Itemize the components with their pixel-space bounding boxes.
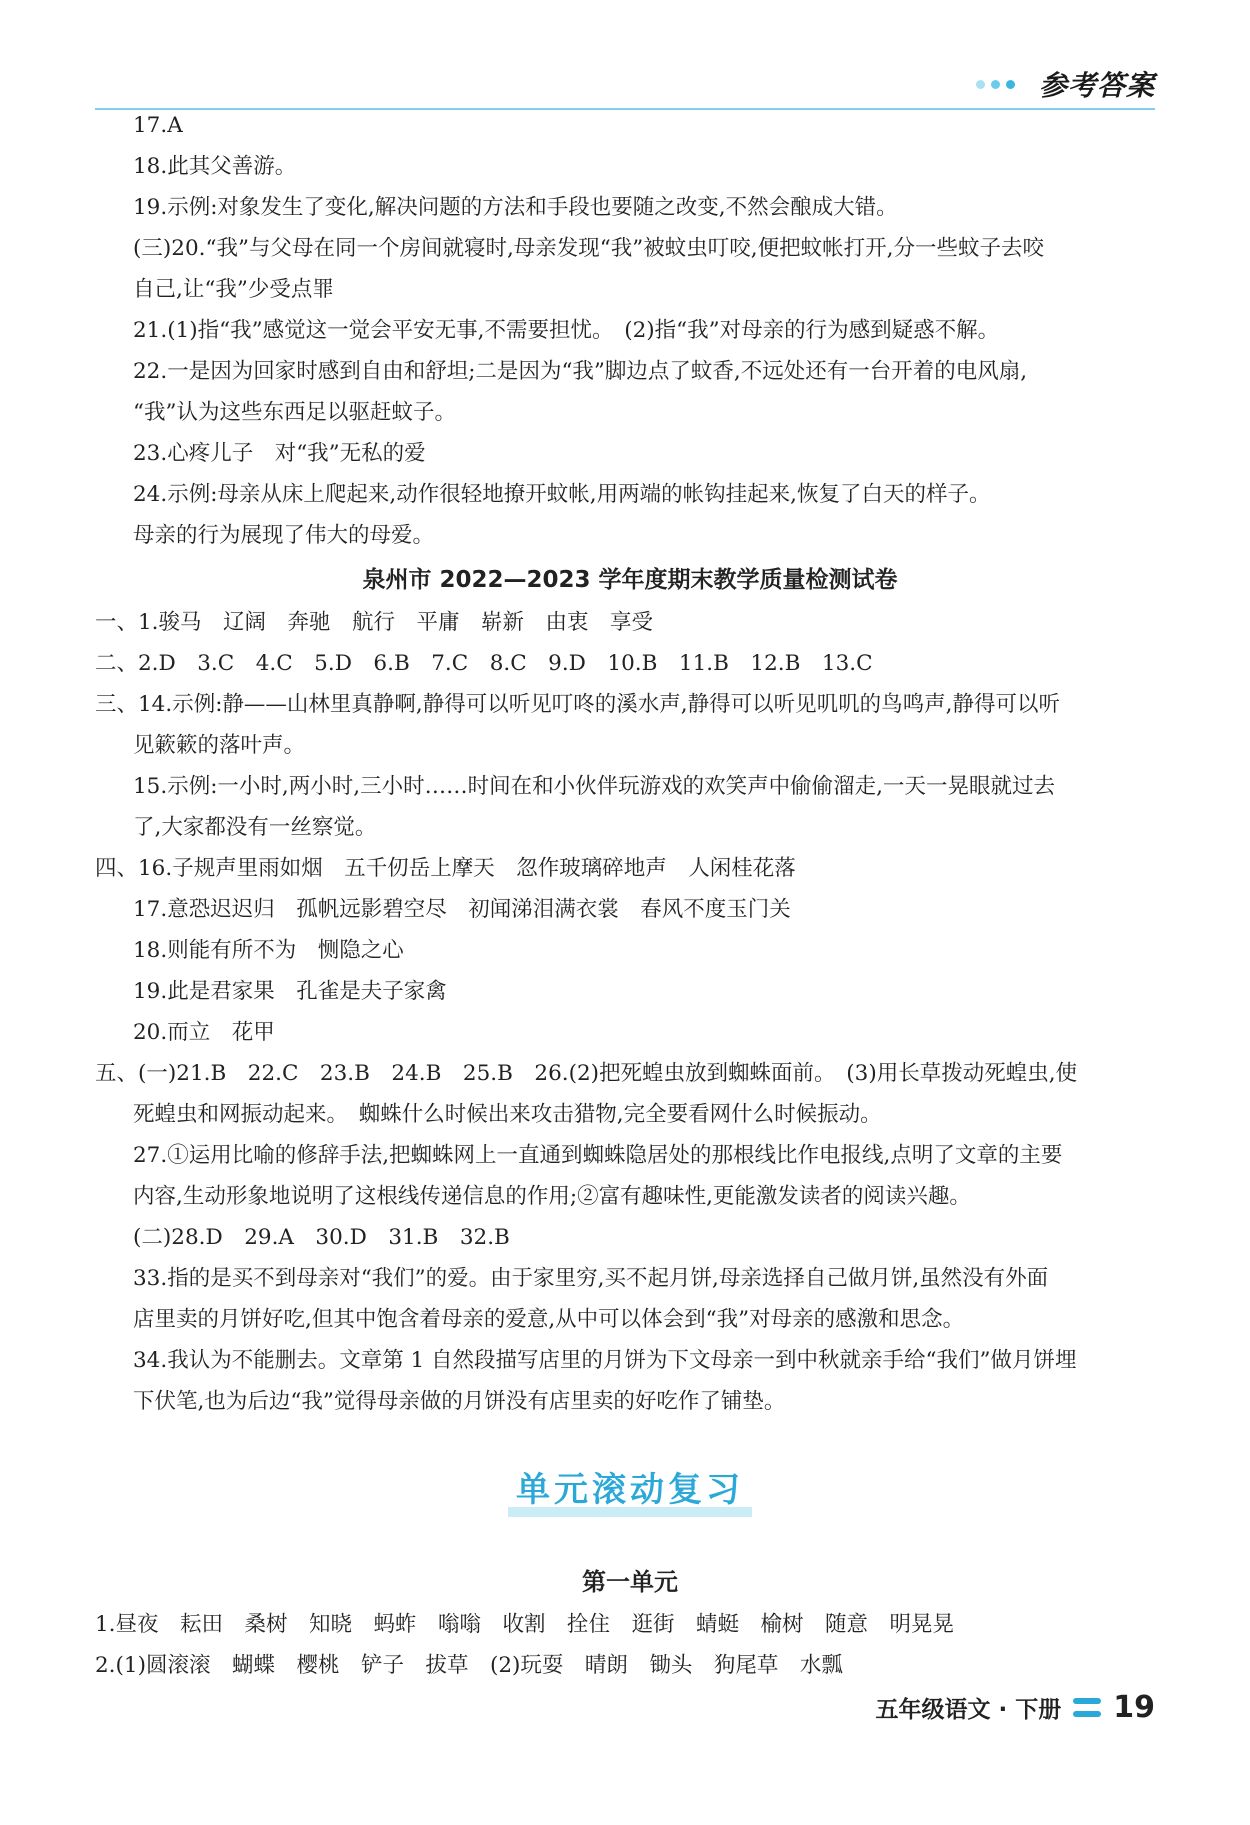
answer-line: 2.(1)圆滚滚 蝴蝶 樱桃 铲子 拔草 (2)玩耍 晴朗 锄头 狗尾草 水瓢 (95, 1653, 843, 1678)
answer-line: 自己,让“我”少受点罪 (133, 277, 334, 302)
answer-line: (二)28.D 29.A 30.D 31.B 32.B (133, 1225, 510, 1250)
answer-line: 17.意恐迟迟归 孤帆远影碧空尽 初闻涕泪满衣裳 春风不度玉门关 (133, 897, 791, 922)
unit-title: 第一单元 (582, 1568, 678, 1596)
answer-line: 五、(一)21.B 22.C 23.B 24.B 25.B 26.(2)把死蝗虫放到蜘蛛面前。 (3)用长草拨动死蝗虫,使 (95, 1061, 1078, 1086)
decorative-bars-icon (1073, 1698, 1101, 1717)
answer-line: 1.昼夜 耘田 桑树 知晓 蚂蚱 嗡嗡 收割 拴住 逛街 蜻蜓 榆树 随意 明晃晃 (95, 1612, 955, 1637)
answer-line: 19.此是君家果 孔雀是夫子家禽 (133, 979, 447, 1004)
answer-line: 33.指的是买不到母亲对“我们”的爱。由于家里穷,买不起月饼,母亲选择自己做月饼,虽然没有外面 (133, 1266, 1049, 1291)
answer-line: 22.一是因为回家时感到自由和舒坦;二是因为“我”脚边点了蚊香,不远处还有一台开着的电风扇, (133, 359, 1028, 384)
answer-line: 下伏笔,也为后边“我”觉得母亲做的月饼没有店里卖的好吃作了铺垫。 (133, 1389, 786, 1414)
answer-line: 三、14.示例:静——山林里真静啊,静得可以听见叮咚的溪水声,静得可以听见叽叽的鸟鸣声,静得可以听 (95, 692, 1060, 717)
header-title: 参考答案 (1038, 69, 1155, 102)
answer-line: 见簌簌的落叶声。 (133, 733, 306, 758)
answer-line: 20.而立 花甲 (133, 1020, 275, 1045)
answer-line: 内容,生动形象地说明了这根线传递信息的作用;②富有趣味性,更能激发读者的阅读兴趣。 (133, 1184, 971, 1209)
page-footer (875, 1690, 1155, 1725)
answer-line: 18.此其父善游。 (133, 154, 297, 179)
answer-line: 27.①运用比喻的修辞手法,把蜘蛛网上一直通到蜘蛛隐居处的那根线比作电报线,点明了文章的主要 (133, 1143, 1063, 1168)
answer-line: (三)20.“我”与父母在同一个房间就寝时,母亲发现“我”被蚊虫叮咬,便把蚊帐打开,分一些蚊子去咬 (133, 236, 1044, 261)
exam-title: 泉州市 2022—2023 学年度期末教学质量检测试卷 (362, 567, 898, 593)
answer-line: 17.A (133, 113, 183, 138)
answer-content (95, 105, 1165, 1686)
decorative-dots-icon (976, 80, 1015, 89)
answer-line: 23.心疼儿子 对“我”无私的爱 (133, 441, 426, 466)
answer-line: 18.则能有所不为 恻隐之心 (133, 938, 404, 963)
answer-line: 19.示例:对象发生了变化,解决问题的方法和手段也要随之改变,不然会酿成大错。 (133, 195, 898, 220)
answer-line: 二、2.D 3.C 4.C 5.D 6.B 7.C 8.C 9.D 10.B 11.B 12.B 13.C (95, 651, 873, 676)
answer-line: “我”认为这些东西足以驱赶蚊子。 (133, 400, 456, 425)
answer-line: 21.(1)指“我”感觉这一觉会平安无事,不需要担忧。 (2)指“我”对母亲的行为感到疑惑不解。 (133, 318, 1000, 343)
answer-line: 34.我认为不能删去。文章第 1 自然段描写店里的月饼为下文母亲一到中秋就亲手给“我们”做月饼埋 (133, 1348, 1077, 1373)
answer-line: 15.示例:一小时,两小时,三小时……时间在和小伙伴玩游戏的欢笑声中偷偷溜走,一天一晃眼就过去 (133, 774, 1055, 799)
book-label: 五年级语文 · 下册 (875, 1697, 1062, 1723)
page-number: 19 (1113, 1690, 1155, 1725)
page-header (95, 62, 1155, 110)
review-banner (95, 1452, 1165, 1542)
banner-title: 单元滚动复习 (508, 1452, 752, 1517)
answer-line: 24.示例:母亲从床上爬起来,动作很轻地撩开蚊帐,用两端的帐钩挂起来,恢复了白天的样子。 (133, 482, 991, 507)
answer-line: 一、1.骏马 辽阔 奔驰 航行 平庸 崭新 由衷 享受 (95, 610, 654, 635)
answer-line: 四、16.子规声里雨如烟 五千仞岳上摩天 忽作玻璃碎地声 人闲桂花落 (95, 856, 796, 881)
answer-line: 店里卖的月饼好吃,但其中饱含着母亲的爱意,从中可以体会到“我”对母亲的感激和思念。 (133, 1307, 965, 1332)
answer-line: 了,大家都没有一丝察觉。 (133, 815, 377, 840)
answer-line: 母亲的行为展现了伟大的母爱。 (133, 523, 435, 548)
answer-line: 死蝗虫和网振动起来。 蜘蛛什么时候出来攻击猎物,完全要看网什么时候振动。 (133, 1102, 882, 1127)
